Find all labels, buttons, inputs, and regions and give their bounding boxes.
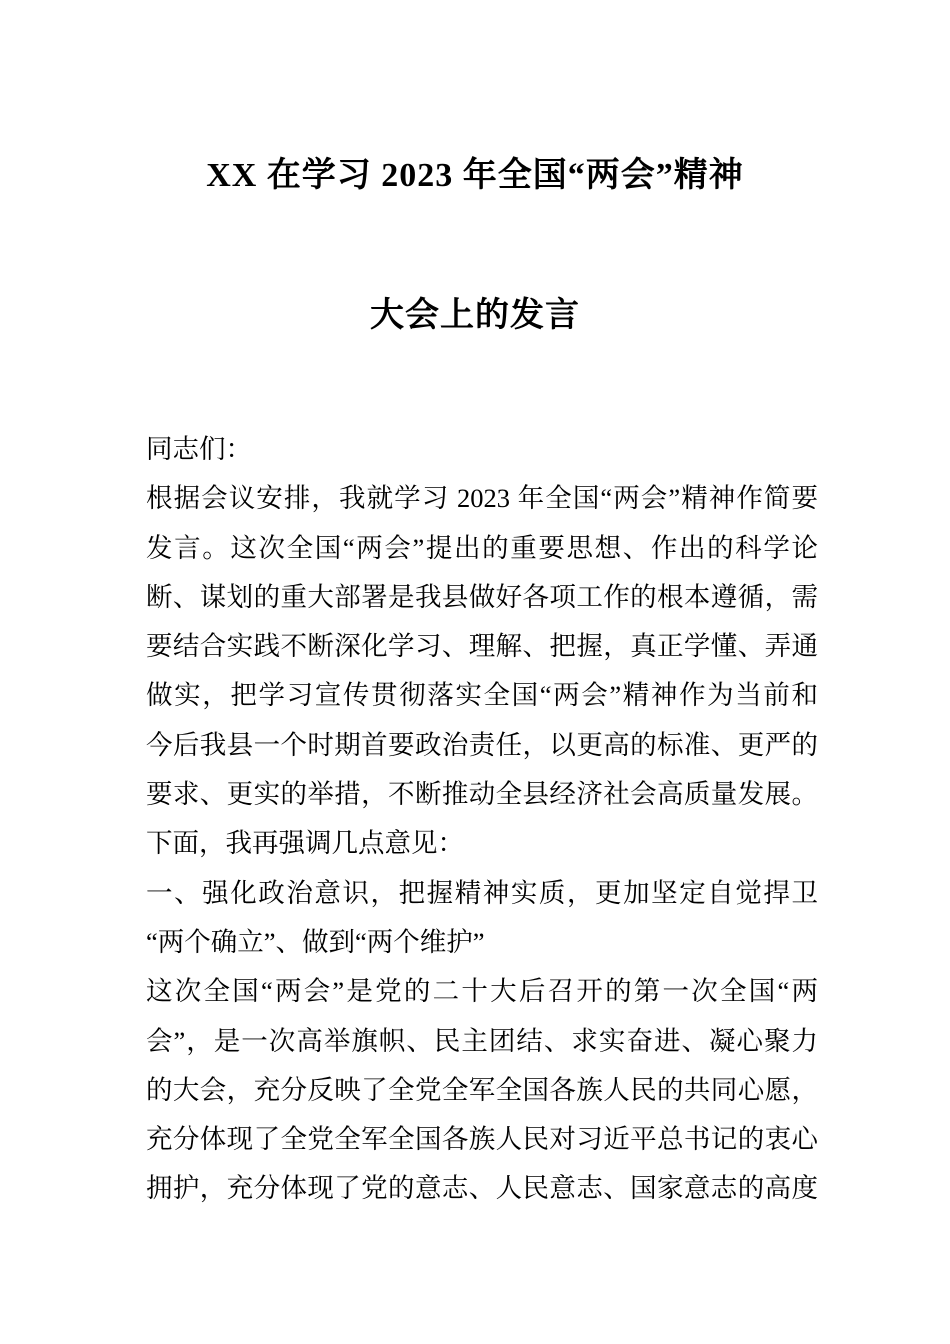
body-line: 要求、更实的举措，不断推动全县经济社会高质量发展。 [146, 779, 818, 810]
body-line: 同志们： [146, 434, 252, 464]
body-line: “两个确立”、做到“两个维护” [146, 926, 485, 957]
body-line: 一、强化政治意识，把握精神实质，更加坚定自觉捍卫 [146, 877, 818, 908]
body-line: 发言。这次全国“两会”提出的重要思想、作出的科学论 [146, 532, 818, 563]
body-line: 做实，把学习宣传贯彻落实全国“两会”精神作为当前和 [146, 680, 818, 711]
body-line: 下面，我再强调几点意见： [146, 828, 464, 859]
body-line: 断、谋划的重大部署是我县做好各项工作的根本遵循，需 [146, 581, 818, 612]
document-title-line-1: XX 在学习 2023 年全国“两会”精神 [206, 157, 744, 194]
document-title-line-2: 大会上的发言 [370, 297, 580, 334]
body-line: 充分体现了全党全军全国各族人民对习近平总书记的衷心 [146, 1124, 818, 1155]
body-line: 会”，是一次高举旗帜、民主团结、求实奋进、凝心聚力 [146, 1025, 818, 1056]
body-line: 根据会议安排，我就学习 2023 年全国“两会”精神作简要 [146, 483, 818, 514]
document-body [146, 425, 818, 1214]
body-line: 拥护，充分体现了党的意志、人民意志、国家意志的高度 [146, 1173, 818, 1204]
body-line: 今后我县一个时期首要政治责任，以更高的标准、更严的 [146, 729, 818, 760]
body-line: 的大会，充分反映了全党全军全国各族人民的共同心愿， [146, 1074, 818, 1105]
body-line: 要结合实践不断深化学习、理解、把握，真正学懂、弄通 [146, 631, 818, 662]
body-line: 这次全国“两会”是党的二十大后召开的第一次全国“两 [146, 976, 818, 1007]
